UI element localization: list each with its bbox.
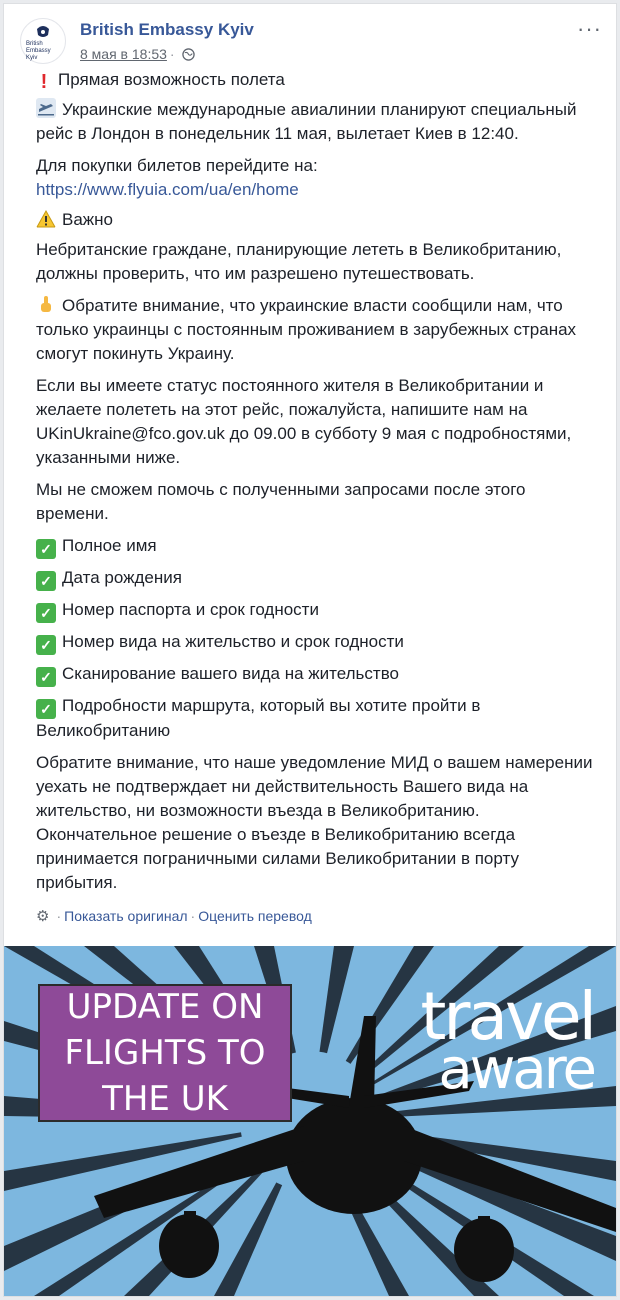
post-image[interactable] [4,946,616,1296]
globe-icon[interactable] [182,48,195,61]
separator: · [56,908,62,924]
update-line: UPDATE ON [66,987,264,1027]
checklist-item [36,566,598,591]
check-icon: ✓ [36,635,56,655]
airplane-departure-icon [36,98,56,118]
check-icon: ✓ [36,571,56,591]
line-text: Прямая возможность полета [58,70,285,89]
text-line [36,294,598,366]
warning-icon [36,210,56,228]
checklist-item [36,662,598,687]
post-date[interactable]: 8 мая в 18:53 [80,46,167,62]
more-options-icon[interactable]: ··· [577,16,602,41]
travel-aware-logo [420,978,594,1102]
update-title-box [38,984,292,1122]
page-name[interactable]: British Embassy Kyiv [80,20,254,39]
checklist-text: Номер паспорта и срок годности [62,600,319,619]
show-original-link[interactable]: Показать оригинал [64,908,188,924]
checklist-text: Подробности маршрута, который вы хотите пройти в Великобританию [36,696,481,740]
text-line [36,208,598,232]
crest-icon [35,25,51,39]
text-paragraph: Мы не сможем помочь с полученными запросами после этого времени. [36,480,526,523]
pointing-up-icon [36,294,56,314]
check-icon: ✓ [36,667,56,687]
gear-icon[interactable]: ⚙ [36,908,50,925]
avatar[interactable] [20,18,66,64]
text-paragraph: Обратите внимание, что наше уведомление МИД о вашем намерении уехать не подтверждает ни действительность Вашего вида на жительство, ни возможности въезда в Великобританию. Окончательное решение о въезде в Великобританию всегда принимается пограничными силами Великобритании в порту прибытия. [36,753,593,892]
post-card [3,3,617,1297]
checklist-item [36,534,598,559]
checklist-item [36,598,598,623]
text-line [36,98,598,146]
logo-bottom: aware [438,1037,594,1102]
check-icon: ✓ [36,603,56,623]
post-meta [80,46,195,62]
checklist-text: Сканирование вашего вида на жительство [62,664,399,683]
check-icon: ✓ [36,539,56,559]
post-header [4,4,616,68]
line-text: Обратите внимание, что украинские власти сообщили нам, что только украинцы с постоянным проживанием в зарубежных странах смогут покинуть Украину. [36,296,577,363]
line-text: Важно [62,210,114,229]
exclamation-icon: ! [40,71,48,93]
avatar-text: British Embassy Kyiv [26,41,51,61]
line-text: Для покупки билетов перейдите на: [36,156,318,175]
rate-translation-link[interactable]: Оценить перевод [198,908,312,924]
checklist-item [36,694,598,743]
text-line [36,154,598,202]
translation-bar [36,907,616,925]
text-paragraph: Небританские граждане, планирующие лететь в Великобританию, должны проверить, что им разрешено путешествовать. [36,240,562,283]
separator: · [190,908,196,924]
checklist-text: Номер вида на жительство и срок годности [62,632,404,651]
check-icon: ✓ [36,699,56,719]
text-paragraph: Если вы имеете статус постоянного жителя в Великобритании и желаете полететь на этот рейс, пожалуйста, напишите нам на UKinUkraine@fco.gov.uk до 09.00 в субботу 9 мая с подробностями, указанными ниже. [36,376,572,467]
meta-separator: · [169,46,175,62]
logo-top: travel [420,978,594,1055]
checklist-item [36,630,598,655]
update-line: FLIGHTS TO [64,1033,266,1073]
flyuia-link[interactable]: https://www.flyuia.com/ua/en/home [36,180,299,199]
update-line: THE UK [102,1079,228,1119]
text-line [36,68,598,92]
checklist-text: Дата рождения [62,568,182,587]
line-text: Украинские международные авиалинии планируют специальный рейс в Лондон в понедельник 11 мая, вылетает Киев в 12:40. [36,100,577,143]
checklist-text: Полное имя [62,536,157,555]
post-body [4,68,616,895]
